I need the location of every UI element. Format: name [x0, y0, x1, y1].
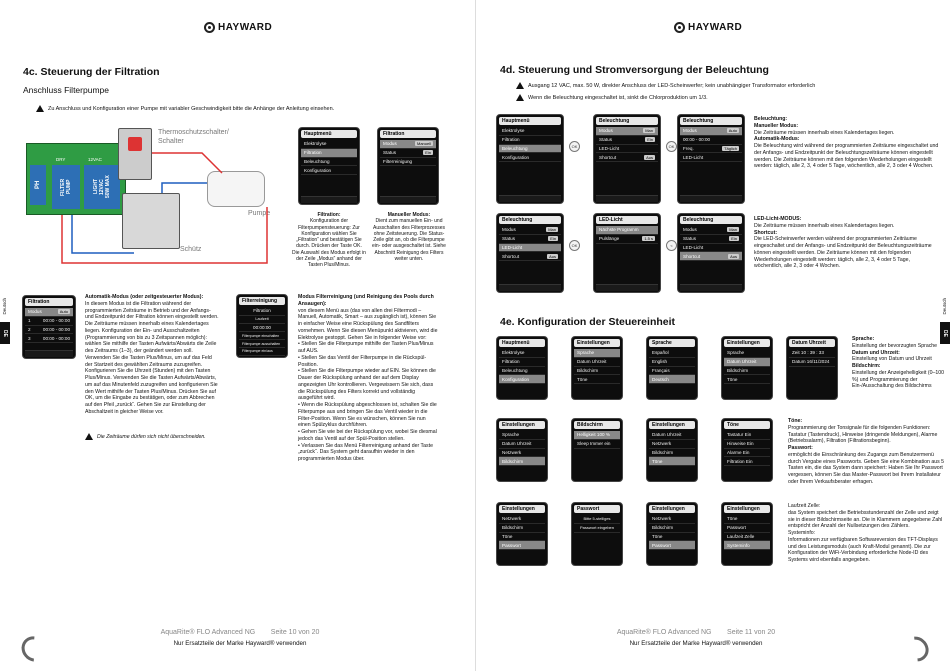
screen-title: Einstellungen: [649, 421, 695, 429]
row[interactable]: Freq. Täglich: [680, 145, 742, 154]
row[interactable]: Bildschirm: [499, 524, 545, 533]
clean-step: • Stellen Sie die Filterpumpe mithilfe der Tasten Plus/Minus auf AUS.: [298, 341, 434, 354]
row[interactable]: Töne: [574, 375, 620, 384]
warning-icon: [36, 105, 44, 112]
menu-item-beleuchtung[interactable]: Beleuchtung: [301, 158, 357, 167]
screen-title: Einstellungen: [499, 505, 545, 513]
screen-c3: [646, 336, 698, 400]
caption-filtration: Filtration: Konfiguration der Filterpumpensteuerung: Zur Konfiguration wählen Sie „Filtration“ und bestätigen Sie durch. Drücken der Taste OK. Die Auswahl des Modus erfolgt in der Zeile „Modus“ anhand der Tasten Plus/Minus.: [292, 212, 366, 268]
page-footer: AquaRite® FLO Advanced NG Seite 10 von 20: [160, 629, 320, 636]
right-page: [475, 0, 950, 671]
row[interactable]: Bildschirm: [649, 524, 695, 533]
screen-footer: [380, 196, 436, 203]
row[interactable]: LED-Licht: [680, 153, 742, 162]
row[interactable]: Laufzeit Zelle: [724, 533, 770, 542]
screen-led-licht: [593, 213, 661, 293]
light-warning-1: Ausgang 12 VAC, max. 50 W, direkter Anschluss der LED-Scheinwerfer; kein unabhängiger Transformator erforderlich: [516, 82, 815, 90]
row[interactable]: Passwort: [649, 541, 695, 550]
row-laufzeit: Laufzeit: [239, 316, 285, 324]
opt-einaus[interactable]: Filterpumpe ein/aus: [239, 348, 285, 356]
screen-title: Filterreinigung: [239, 297, 285, 305]
row-status[interactable]: Status Ein: [380, 149, 436, 158]
screen-hauptmenu: [496, 114, 564, 204]
warning-icon: [516, 94, 524, 101]
label-filter-pump: FILTER PUMP: [52, 165, 80, 209]
row-status: Filtration: [239, 307, 285, 316]
row[interactable]: Bildschirm: [499, 457, 545, 466]
row-modus-auto[interactable]: Modus Auto: [25, 308, 73, 317]
row[interactable]: Netzwerk: [649, 440, 695, 449]
screen-c1: [496, 336, 548, 400]
screen-footer: [596, 195, 658, 202]
row[interactable]: Töne: [649, 533, 695, 542]
screen-title: Einstellungen: [724, 339, 770, 347]
row[interactable]: Bildschirm: [724, 367, 770, 376]
screen-title: Hauptmenü: [499, 339, 545, 347]
screen-title: LED-Licht: [596, 216, 658, 224]
screen-d2: [571, 418, 623, 482]
language-label: Deutsch: [2, 298, 7, 315]
hayward-logo: HAYWARD: [674, 22, 742, 33]
label-ph: PH: [30, 165, 46, 205]
row[interactable]: Netzwerk: [649, 515, 695, 524]
screen-footer: [301, 196, 357, 203]
screen-title: Beleuchtung: [680, 216, 742, 224]
screen-title: Filtration: [380, 130, 436, 138]
row[interactable]: Sleep Immer ein: [574, 440, 620, 449]
screen-title: Einstellungen: [499, 421, 545, 429]
language-tab[interactable]: DE: [940, 322, 950, 344]
label-dry: DRY: [56, 157, 66, 162]
screen-filterreinigung: [236, 294, 288, 358]
hayward-logo: HAYWARD: [204, 22, 272, 33]
row[interactable]: LED-Licht: [680, 244, 742, 253]
row[interactable]: Töne: [724, 375, 770, 384]
row-time: 00:00:00: [239, 324, 285, 333]
screen-d3: [646, 418, 698, 482]
row-modus[interactable]: Modus Manuell: [380, 140, 436, 149]
caption-manual: Manueller Modus: Dient zum manuellen Ein- und Ausschalten des Filterprozesses ohne Zeitsteuerung. Die Status-Zeile gibt an, ob die Filterpumpe ein- oder ausgeschaltet ist. Siehe Abschnitt Reinigung des Filters weiter unten.: [372, 212, 446, 262]
screen-filtration-auto: [22, 295, 76, 359]
row[interactable]: Shortcut Aus: [499, 252, 561, 261]
row[interactable]: LED-Licht: [596, 145, 658, 154]
screen-title: Sprache: [649, 339, 695, 347]
menu-item-filtration[interactable]: Filtration: [301, 149, 357, 158]
section-title: 4c. Steuerung der Filtration: [23, 66, 160, 78]
ok-icon: OK: [569, 141, 580, 152]
row[interactable]: Modus Man: [499, 226, 561, 235]
section-title-2: 4e. Konfiguration der Steuereinheit: [500, 316, 676, 328]
screen-footer: [596, 284, 658, 291]
row[interactable]: Passwort: [724, 524, 770, 533]
screen-e4: [721, 502, 773, 566]
config-text-1: Sprache: Einstellung der bevorzugten Sprache Datum und Uhrzeit: Einstellung von Datum und Uhrzeit Bildschirm: Einstellung der Anzeigehelligkeit (0–100 %) und Programmierung der Ein-/Ausschaltung des Bildschirms: [852, 336, 944, 390]
row[interactable]: Datum Uhrzeit: [649, 431, 695, 440]
row[interactable]: Tastatur Ein: [724, 431, 770, 440]
row[interactable]: Töne: [499, 533, 545, 542]
row[interactable]: Pulslänge 1.5 s: [596, 235, 658, 244]
screen-title: Beleuchtung: [680, 117, 742, 125]
page-footer-note: Nur Ersatzteile der Marke Hayward® verwenden: [173, 640, 307, 647]
pump-note: Zu Anschluss und Konfiguration einer Pumpe mit variabler Geschwindigkeit bitte die Anhänge der Anleitung einsehen.: [36, 105, 334, 113]
row[interactable]: Filtration Ein: [724, 457, 770, 466]
contactor-label: Schütz: [180, 246, 202, 253]
screen-beleuchtung-auto: [677, 114, 745, 204]
row[interactable]: Netzwerk: [499, 449, 545, 458]
screen-title: Beleuchtung: [596, 117, 658, 125]
screen-title: Einstellungen: [574, 339, 620, 347]
warning-icon: [516, 82, 524, 89]
light-text: Beleuchtung: Manueller Modus: Die Zeiträume müssen innerhalb eines Kalendertages liegen. Automatik-Modus: Die Beleuchtung wird während der programmierten Zeiträume eingeschaltet und der Anfangs- und Endzeitpunkt der Beleuchtungszeiträume können eingestellt werden. Die Zeiträume können mit den folgenden Wiederholungen eingestellt werden: täglich, alle 2, 3, 4 oder 5 Tage, wöchentlich, alle 2, 3 oder 4 Wochen.: [754, 116, 939, 170]
row[interactable]: Datum Uhrzeit: [499, 440, 545, 449]
row-period-2[interactable]: 2 00:00 - 00:00: [25, 326, 73, 335]
row[interactable]: Elektrolyse: [499, 349, 545, 358]
screen-e2: [571, 502, 623, 566]
screen-title: Einstellungen: [724, 505, 770, 513]
clean-step: • Verlassen Sie das Menü Filterreinigung anhand der Taste „zurück“. Das System geht daraufhin wieder in den programmierten Modus über.: [298, 442, 433, 462]
label-12vac: 12VAC: [88, 157, 102, 162]
row[interactable]: Sprache: [574, 349, 620, 358]
row-filterreinigung[interactable]: Filterreinigung: [380, 158, 436, 167]
screen-title: Beleuchtung: [499, 216, 561, 224]
menu-item[interactable]: Elektrolyse: [499, 127, 561, 136]
thermo-label: Thermoschutzschalter/ Schalter: [158, 129, 229, 146]
row[interactable]: Modus Man: [680, 226, 742, 235]
opt-aus[interactable]: Filterpumpe ausschalten: [239, 340, 285, 348]
auto-mode-text: Automatik-Modus (oder zeitgesteuerter Modus): In diesem Modus ist die Filtration während der programmierten Zeiträume in Betrieb und der Anfangs- und Endzeitpunkt der Filtration können eingestellt werden. Die Zeiträume müssen innerhalb eines Kalendertages liegen. Konfiguration der Ein- und Ausschaltzeiten (Programmierung von bis zu 3 Zeitspannen möglich): wählen Sie mithilfe der Tasten Aufwärts/Abwärts die Zeile des Zeitraums (1–3), der geändert werden soll. Verwenden Sie die Tasten Plus/Minus, um auf das Feld der Startzeit des gewählten Zeitraums zuzugreifen. Konfigurieren Sie die Uhrzeit (Stunden) mit den Tasten Plus/Minus. Verwenden Sie die Tasten Aufwärts/Abwärts, um auf das Minutenfeld zuzugreifen und konfigurieren Sie den Wert mithilfe der Tasten Plus/Minus. Drücken Sie auf OK, um die Eingabe zu bestätigen, oder zum Abbrechen auf den Pfeil „zurück“. Gehen Sie zur Einstellung der Abschaltzeit in gleicher Weise vor.: [85, 294, 219, 415]
screen-c4: [721, 336, 773, 400]
row[interactable]: Modus Man: [596, 127, 658, 136]
page-footer: AquaRite® FLO Advanced NG Seite 11 von 20: [616, 629, 776, 636]
row[interactable]: LED-Licht: [499, 244, 561, 253]
ok-icon: OK: [569, 240, 580, 251]
menu-item[interactable]: Beleuchtung: [499, 145, 561, 154]
screen-title: Passwort: [574, 505, 620, 513]
back-icon: <: [666, 240, 677, 251]
light-warning-2: Wenn die Beleuchtung eingeschaltet ist, sinkt die Chlorproduktion um 1/3.: [516, 94, 708, 102]
screen-beleuchtung-man: [593, 114, 661, 204]
screen-filtration-manual: [377, 127, 439, 205]
row[interactable]: Systeminfo: [724, 541, 770, 550]
row[interactable]: Nächste Programm: [596, 226, 658, 235]
led-text: LED-Licht-MODUS: Die Zeiträume müssen innerhalb eines Kalendertages liegen. Shortcut: Die LED-Scheinwerfer werden während der programmierten Zeiträume eingeschaltet und der Anfangs- und Endzeitpunkt der Beleuchtungszeiträume können eingestellt werden. Die Zeiträume können mit den folgenden Wiederholungen eingestellt werden: täglich, alle 2, 3, 4 oder 5 Tage, wöchentlich, alle 2, 3 oder 4 Wochen.: [754, 216, 932, 270]
screen-footer: [680, 195, 742, 202]
row[interactable]: Status Ein: [680, 235, 742, 244]
warning-icon: [85, 433, 93, 440]
clean-step: • Stellen Sie das Ventil der Filterpumpe in die Rückspül-Position.: [298, 354, 427, 368]
section-title: 4d. Steuerung und Stromversorgung der Beleuchtung: [500, 64, 769, 76]
screen-beleuchtung-shortcut: [677, 213, 745, 293]
row[interactable]: Modus Auto: [680, 127, 742, 136]
ok-icon: OK: [666, 141, 677, 152]
screen-title: Einstellungen: [649, 505, 695, 513]
row[interactable]: Status Ein: [499, 235, 561, 244]
screen-d1: [496, 418, 548, 482]
clean-step: • Wenn die Rückspülung abgeschlossen ist, schalten Sie die Filterpumpe aus und bringen Sie das Ventil wieder in die Filter-Position. Wenn Sie es wünschen, können Sie nun einen Spülzyklus durchführen.: [298, 402, 437, 429]
row[interactable]: Shortcut Aus: [680, 252, 742, 261]
row[interactable]: Bildschirm: [574, 367, 620, 376]
screen-title: Bildschirm: [574, 421, 620, 429]
clean-step: • Stellen Sie die Filterpumpe wieder auf EIN. Sie können die Dauer der Rückspülung anhand der auf dem Display angezeigten Uhr kontrollieren. Vergewissern Sie sich, dass die Rückspülung des Filters korrekt und vollständig ausgeführt wird.: [298, 368, 436, 402]
screen-hauptmenu: [298, 127, 360, 205]
label-light: LIGHT 12VAC 50W MAX: [84, 165, 120, 209]
opt-ein[interactable]: Filterpumpe einschalten: [239, 332, 285, 340]
forward-arrow-icon[interactable]: [898, 631, 933, 666]
row[interactable]: Töne: [649, 457, 695, 466]
row[interactable]: Alarme Ein: [724, 449, 770, 458]
clean-mode-text: Modus Filterreinigung (und Reinigung des Pools durch Ansaugen): von diesem Menü aus (das von allen drei Filtermodi – Manuell, Automatik, Smart – aus zugänglich ist), können Sie in einfacher Weise eine Rückspülung des Sandfilters vornehmen. Wenn Sie diesen Menüpunkt aktivieren, wird die Elektrolyse gestoppt. Gehen Sie in folgender Weise vor: • Stellen Sie die Filterpumpe mithilfe der Tasten Plus/Minus auf AUS. • Stellen Sie das Ventil der Filterpumpe in die Rückspül-Position. • Stellen Sie die Filterpumpe wieder auf EIN. Sie können die Dauer der Rückspülung anhand der auf dem Display angezeigten Uhr kontrollieren. Vergewissern Sie sich, dass die Rückspülung des Filters korrekt und vollständig ausgeführt wird. • Wenn die Rückspülung abgeschlossen ist, schalten Sie die Filterpumpe aus und bringen Sie das Ventil wieder in die Filter-Position. Wenn Sie es wünschen, können Sie nun einen Spülzyklus durchführen. • Gehen Sie wie bei der Rückspülung vor, wobei Sie diesmal jedoch das Ventil auf der Spül-Position stellen. • Verlassen Sie das Menü Filterreinigung anhand der Taste „zurück“. Das System geht daraufhin wieder in den programmierten Modus über.: [298, 294, 438, 462]
section-subtitle: Anschluss Filterpumpe: [23, 85, 109, 95]
screen-e3: [646, 502, 698, 566]
row[interactable]: Helligkeit 100 %: [574, 431, 620, 440]
menu-item[interactable]: Filtration: [499, 136, 561, 145]
menu-item-konfiguration[interactable]: Konfiguration: [301, 166, 357, 175]
language-label: Deutsch: [942, 298, 947, 315]
page-footer-note: Nur Ersatzteile der Marke Hayward® verwenden: [629, 640, 763, 647]
row[interactable]: Passwort: [499, 541, 545, 550]
config-text-2: Töne: Programmierung der Tonsignale für die folgenden Funktionen: Tastatur (Tastendruck), Hinweise (dringende Meldungen), Alarme (Betriebsalarm), Filtration (Filtrationsbeginn). Passwort: ermöglicht die Einschränkung des Zugangs zum Benutzermenü durch Vergabe eines Passworts. Geben Sie eine Kombination aus 5 Tasten ein, die das System dann speichert: Haben Sie Ihr Passwort vergessen, können Sie das Master-Passwort bei Ihrem Installateur oder Ihrem Verkaufsberater erfragen.: [788, 418, 945, 485]
row[interactable]: Bildschirm: [649, 449, 695, 458]
row[interactable]: Zeit 10 : 39 : 33: [789, 349, 835, 358]
row[interactable]: Konfiguration: [499, 375, 545, 384]
row[interactable]: Français: [649, 367, 695, 376]
back-arrow-icon[interactable]: [16, 631, 51, 666]
row[interactable]: English: [649, 358, 695, 367]
row[interactable]: Shortcut Aus: [596, 153, 658, 162]
screen-title: Datum Uhrzeit: [789, 339, 835, 347]
row[interactable]: Beleuchtung: [499, 367, 545, 376]
row-period-3[interactable]: 3 00:00 - 00:00: [25, 334, 73, 343]
language-tab[interactable]: DE: [0, 322, 10, 344]
menu-item-elektrolyse[interactable]: Elektrolyse: [301, 140, 357, 149]
wiring-lines: [22, 123, 277, 288]
row[interactable]: Datum Uhrzeit: [724, 358, 770, 367]
pump-label: Pumpe: [248, 210, 271, 217]
menu-item[interactable]: Konfiguration: [499, 153, 561, 162]
row-period-1[interactable]: 1 00:00 - 00:00: [25, 317, 73, 326]
screen-c2: [571, 336, 623, 400]
screen-title: Hauptmenü: [499, 117, 561, 125]
screen-c5: [786, 336, 838, 400]
screen-title: Töne: [724, 421, 770, 429]
screen-footer: [499, 195, 561, 202]
screen-footer: [499, 284, 561, 291]
row[interactable]: 00:00 - 00:00: [680, 136, 742, 145]
screen-d4: [721, 418, 773, 482]
clean-step: • Gehen Sie wie bei der Rückspülung vor, wobei Sie diesmal jedoch das Ventil auf der Spül-Position stellen.: [298, 429, 437, 442]
row[interactable]: Filtration: [499, 358, 545, 367]
config-text-3: Laufzeit Zelle: das System speichert die Betriebsstundenzahl der Zelle und zeigt sie in dieser Bildschirmseite an. Die in Klammern angegebene Zahl entspricht der Anzahl der Nullsetzungen des Zählers. Systeminfo: Informationen zur verfügbaren Softwareversion des TFT-Displays und des Leistungsmoduls (auch Kraft-Modul genannt). Die zur Konfiguration der WiFi-Verbindung erforderliche Node-ID des Systems wird ebenfalls angegeben.: [788, 503, 943, 563]
row[interactable]: Status Ein: [596, 136, 658, 145]
screen-footer: [680, 284, 742, 291]
row[interactable]: Töne: [724, 515, 770, 524]
screen-footer: [25, 350, 73, 357]
screen-title: Filtration: [25, 298, 73, 306]
row[interactable]: Datum Uhrzeit: [574, 358, 620, 367]
row[interactable]: Netzwerk: [499, 515, 545, 524]
screen-title: Hauptmenü: [301, 130, 357, 138]
row[interactable]: Sprache: [724, 349, 770, 358]
auto-warning: Die Zeiträume dürfen sich nicht überschneiden.: [85, 433, 220, 441]
hayward-gear-icon: [204, 22, 215, 33]
row[interactable]: Sprache: [499, 431, 545, 440]
row: Bitte 5-stelliges: [574, 515, 620, 524]
row: Passwort eingeben: [574, 524, 620, 533]
screen-beleuchtung-led: [496, 213, 564, 293]
row[interactable]: Español: [649, 349, 695, 358]
row[interactable]: Hinweise Ein: [724, 440, 770, 449]
wiring-diagram: [22, 123, 277, 288]
screen-e1: [496, 502, 548, 566]
row[interactable]: Datum 16/11/2024: [789, 358, 835, 367]
hayward-gear-icon: [674, 22, 685, 33]
row[interactable]: Deutsch: [649, 375, 695, 384]
